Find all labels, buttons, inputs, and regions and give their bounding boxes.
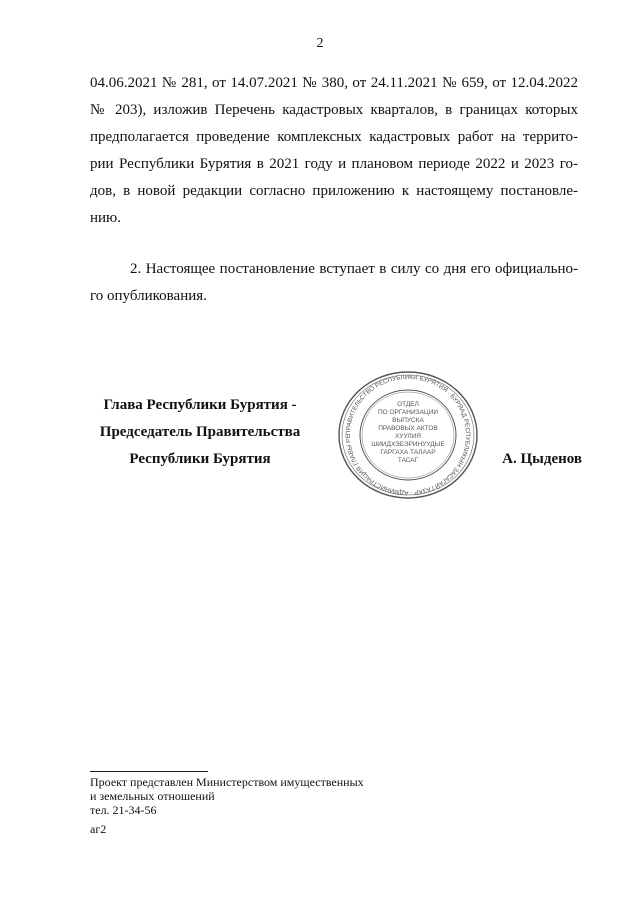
footnote-divider [90,771,208,772]
seal-graphic [333,370,483,500]
paragraph-line: 04.06.2021 № 281, от 14.07.2021 № 380, от 24.11.2021 № 659, от 12.04.2022 [90,75,578,91]
signatory-name: А. Цыденов [502,451,582,467]
seal-inner-line: ВЫПУСКА [392,417,424,424]
seal-inner-line: ШИИДХЭБЭРИНУУДЫЕ [371,441,445,448]
footnote [90,775,364,817]
seal-inner-line: ХУУЛИЯ [394,433,422,440]
paragraph-line: дов, в новой редакции согласно приложению к настоящему постановле- [90,183,578,199]
seal-inner-line: ПРАВОВЫХ АКТОВ [378,425,438,432]
paragraph-line: рии Республики Бурятия в 2021 году и плановом периоде 2022 и 2023 го- [90,156,578,172]
signatory-title-line: Председатель Правительства [99,424,301,440]
paragraph-effective-date [90,256,578,310]
signatory-title-line: Республики Бурятия [129,451,271,467]
seal-inner-line: ПО ОРГАНИЗАЦИИ [377,409,439,416]
signatory-title [90,392,310,473]
footnote-line: и земельных отношений [90,789,215,803]
paragraph-line: го опубликования. [90,288,207,304]
paragraph-amendments [90,70,578,232]
paragraph-line: 2. Настоящее постановление вступает в силу со дня его официально- [130,261,578,277]
signatory-title-line: Глава Республики Бурятия - [103,397,297,413]
seal-inner-line: ГАРГАХА ТАЛААР [380,449,436,456]
paragraph-line: нию. [90,210,122,226]
paragraph-line: предполагается проведение комплексных кадастровых работ на террито- [90,129,578,145]
page-number: 2 [316,36,324,51]
official-seal-stamp [333,370,483,500]
document-code: аг2 [90,822,107,836]
paragraph-line: № 203), изложив Перечень кадастровых кварталов, в границах которых [90,102,578,118]
footnote-line: тел. 21-34-56 [90,803,157,817]
footnote-line: Проект представлен Министерством имущественных [90,775,364,789]
seal-outer-text: ПРАВИТЕЛЬСТВО РЕСПУБЛИКИ БУРЯТИЯ · БУРЯАД РЕСПУБЛИКЫН ЗАСАГАЙ ГАЗАР · АДМИНИСТРАЦИЯ ГЛАВЫ РЕ [344,373,472,497]
seal-inner-line: ТАСАГ [397,457,419,464]
seal-inner-line: ОТДЕЛ [397,401,419,408]
